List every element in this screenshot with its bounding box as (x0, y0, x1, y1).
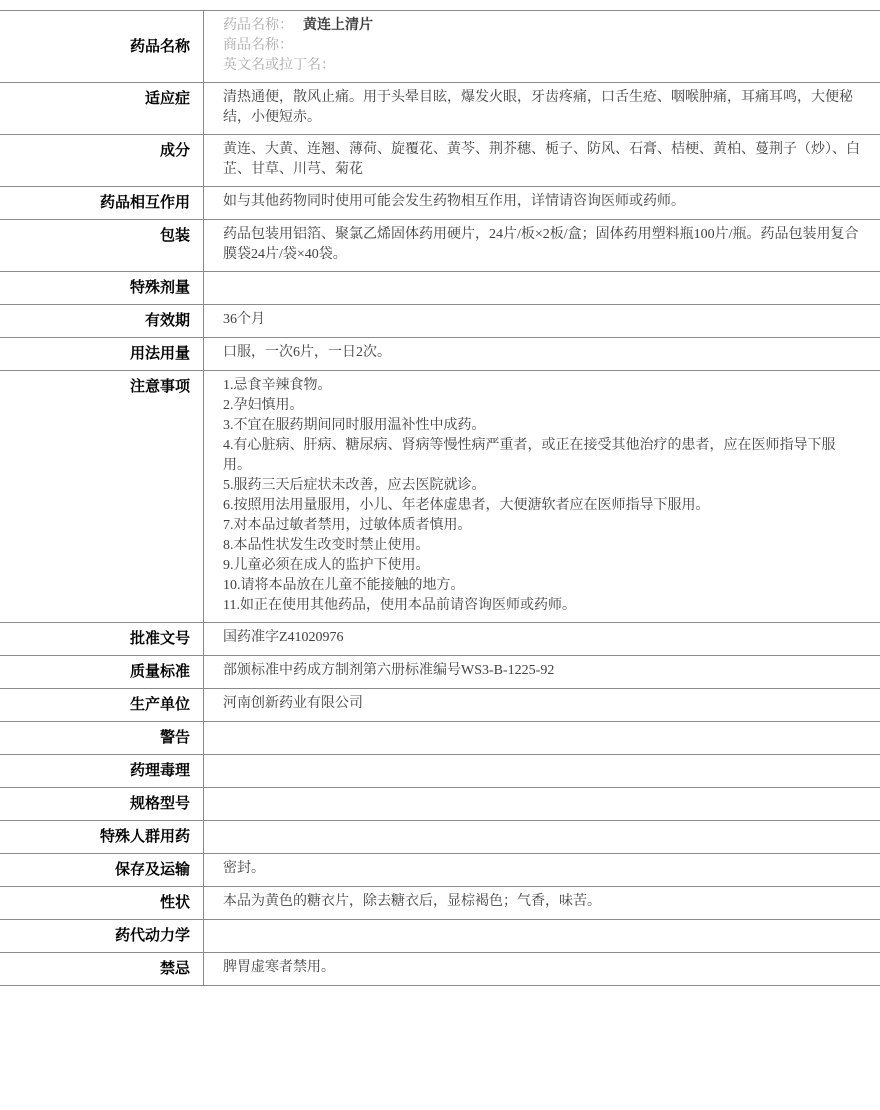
precaution-item: 3.不宜在服药期间同时服用温补性中成药。 (223, 416, 860, 436)
row-content: 口服，一次6片，一日2次。 (204, 338, 880, 371)
row-content (204, 821, 880, 854)
row-content: 国药准字Z41020976 (204, 623, 880, 656)
row-warning (0, 722, 880, 755)
row-pharmacokinetics (0, 920, 880, 953)
row-manufacturer (0, 689, 880, 722)
drug-name-value: 黄连上清片 (303, 18, 373, 33)
row-label: 特殊人群用药 (0, 821, 204, 854)
row-content: 如与其他药物同时使用可能会发生药物相互作用，详情请咨询医师或药师。 (204, 187, 880, 220)
row-drug-interactions (0, 187, 880, 220)
row-dosage-usage (0, 338, 880, 371)
precaution-item: 2.孕妇慎用。 (223, 396, 860, 416)
row-specification (0, 788, 880, 821)
row-indications (0, 83, 880, 135)
row-label: 适应症 (0, 83, 204, 135)
row-content: 黄连、大黄、连翘、薄荷、旋覆花、黄芩、荆芥穗、栀子、防风、石膏、桔梗、黄柏、蔓荆子（炒）、白芷、甘草、川芎、菊花 (204, 135, 880, 187)
row-label: 规格型号 (0, 788, 204, 821)
row-content (204, 755, 880, 788)
precaution-item: 5.服药三天后症状未改善，应去医院就诊。 (223, 476, 860, 496)
row-content: 清热通便，散风止痛。用于头晕目眩，爆发火眼，牙齿疼痛，口舌生疮、咽喉肿痛，耳痛耳鸣，大便秘结，小便短赤。 (204, 83, 880, 135)
row-pharmacology-toxicology (0, 755, 880, 788)
row-precautions (0, 371, 880, 623)
row-label: 药理毒理 (0, 755, 204, 788)
row-content: 河南创新药业有限公司 (204, 689, 880, 722)
row-label: 禁忌 (0, 953, 204, 986)
row-label: 有效期 (0, 305, 204, 338)
precaution-item: 7.对本品过敏者禁用，过敏体质者慎用。 (223, 516, 860, 536)
row-label: 药品相互作用 (0, 187, 204, 220)
row-label: 用法用量 (0, 338, 204, 371)
row-drug-name (0, 11, 880, 83)
drug-info-table (0, 10, 880, 986)
row-quality-standard (0, 656, 880, 689)
row-content (204, 272, 880, 305)
precaution-item: 6.按照用法用量服用，小儿、年老体虚患者，大便溏软者应在医师指导下服用。 (223, 496, 860, 516)
row-label: 质量标准 (0, 656, 204, 689)
trade-name-sublabel: 商品名称： (223, 36, 860, 56)
row-content (204, 371, 880, 623)
precaution-item: 4.有心脏病、肝病、糖尿病、肾病等慢性病严重者，或正在接受其他治疗的患者，应在医师指导下服用。 (223, 436, 860, 476)
precaution-item: 11.如正在使用其他药品，使用本品前请咨询医师或药师。 (223, 596, 860, 616)
row-content (204, 722, 880, 755)
row-approval-number (0, 623, 880, 656)
row-shelf-life (0, 305, 880, 338)
row-content: 36个月 (204, 305, 880, 338)
drug-name-sublabel: 药品名称： (223, 18, 293, 33)
row-label: 性状 (0, 887, 204, 920)
row-content: 本品为黄色的糖衣片，除去糖衣后，显棕褐色；气香，味苦。 (204, 887, 880, 920)
row-content: 密封。 (204, 854, 880, 887)
row-content (204, 788, 880, 821)
english-name-sublabel: 英文名或拉丁名： (223, 56, 860, 76)
drug-name-line (223, 16, 860, 36)
row-label: 生产单位 (0, 689, 204, 722)
precaution-item: 9.儿童必须在成人的监护下使用。 (223, 556, 860, 576)
row-special-dosage (0, 272, 880, 305)
row-label: 警告 (0, 722, 204, 755)
row-content (204, 920, 880, 953)
row-storage-transport (0, 854, 880, 887)
row-label: 包装 (0, 220, 204, 272)
row-ingredients (0, 135, 880, 187)
row-contraindications (0, 953, 880, 986)
row-packaging (0, 220, 880, 272)
row-content: 药品包装用铝箔、聚氯乙烯固体药用硬片，24片/板×2板/盒；固体药用塑料瓶100片/瓶。药品包装用复合膜袋24片/袋×40袋。 (204, 220, 880, 272)
row-content (204, 11, 880, 83)
row-label: 药品名称 (0, 11, 204, 83)
row-label: 保存及运输 (0, 854, 204, 887)
precaution-item: 10.请将本品放在儿童不能接触的地方。 (223, 576, 860, 596)
row-properties (0, 887, 880, 920)
row-label: 批准文号 (0, 623, 204, 656)
row-content: 脾胃虚寒者禁用。 (204, 953, 880, 986)
row-label: 成分 (0, 135, 204, 187)
precaution-item: 1.忌食辛辣食物。 (223, 376, 860, 396)
row-label: 特殊剂量 (0, 272, 204, 305)
row-label: 注意事项 (0, 371, 204, 623)
row-label: 药代动力学 (0, 920, 204, 953)
row-content: 部颁标准中药成方制剂第六册标准编号WS3-B-1225-92 (204, 656, 880, 689)
precaution-item: 8.本品性状发生改变时禁止使用。 (223, 536, 860, 556)
row-special-populations (0, 821, 880, 854)
